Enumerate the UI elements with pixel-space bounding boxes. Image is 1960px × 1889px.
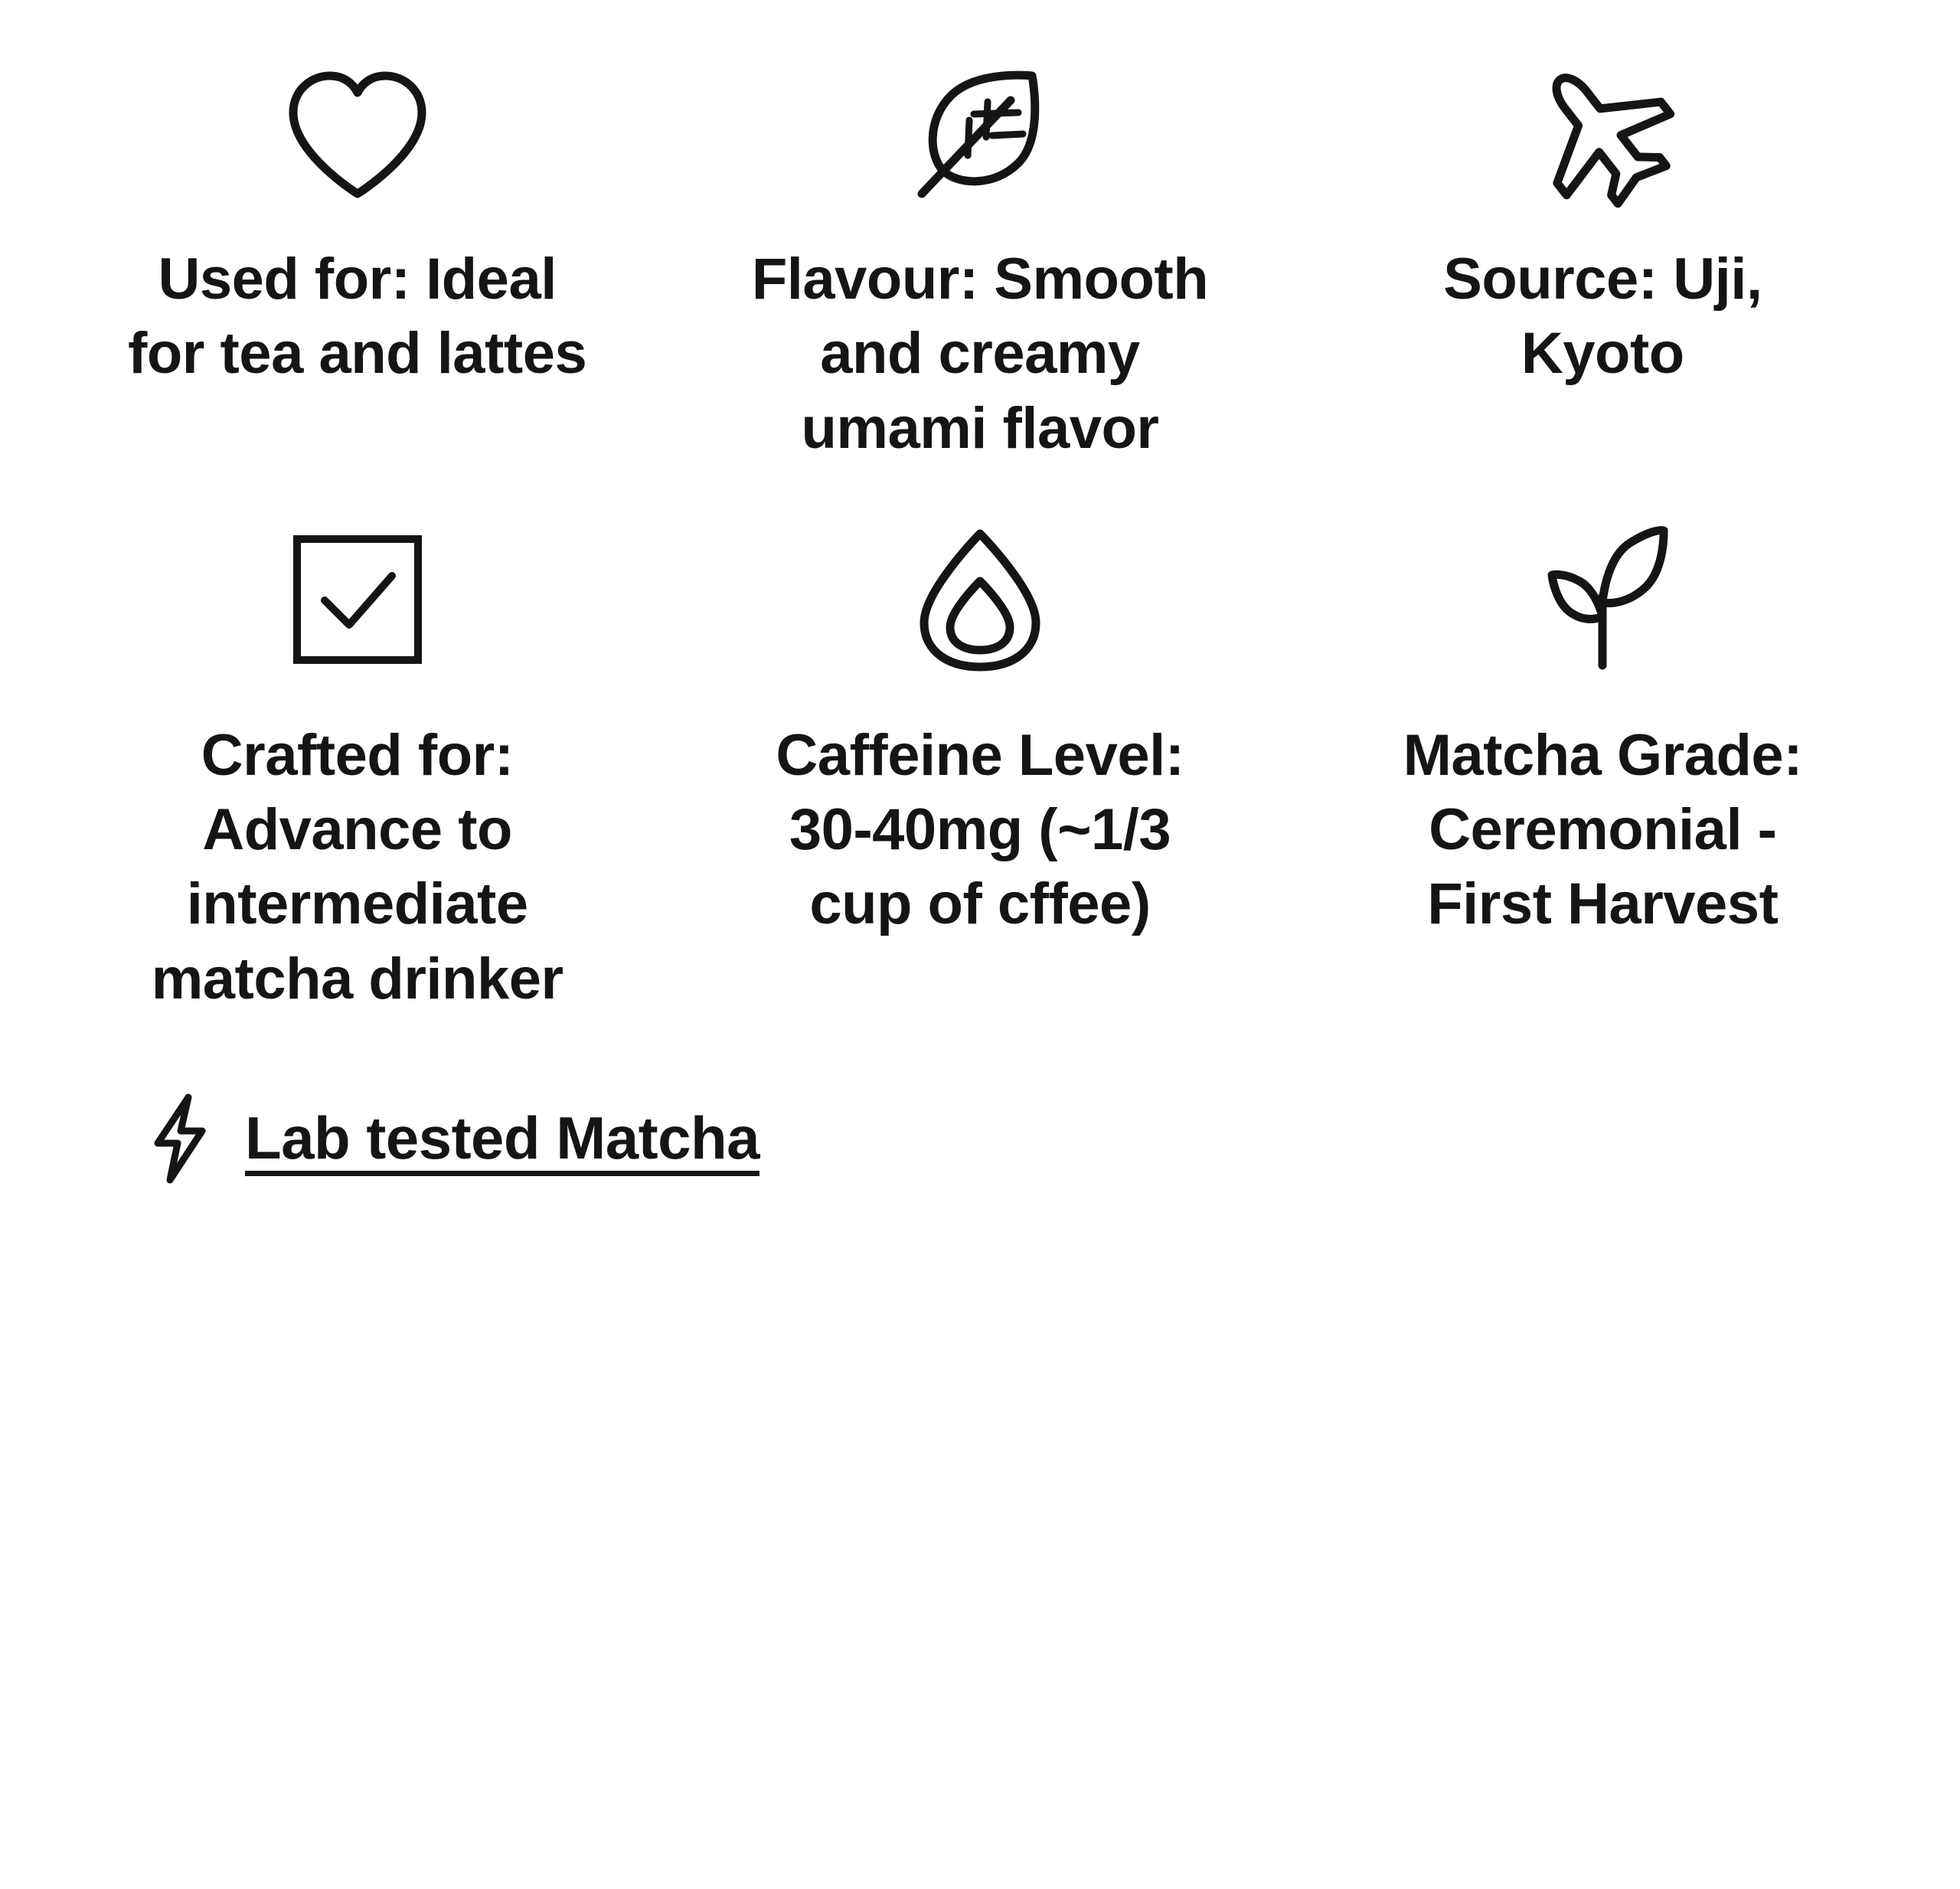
feature-text: Source: Uji, Kyoto [1443,247,1762,387]
water-drop-icon [907,511,1053,688]
sprout-icon [1526,511,1679,688]
feature-text: Caffeine Level: 30-40mg (~1/3 cup of cffee) [776,722,1184,937]
heart-icon [281,46,434,222]
feature-item-flavour [668,46,1291,466]
leaf-icon [903,46,1057,222]
feature-text: Matcha Grade: Ceremonial - First Harvest [1403,722,1803,937]
feature-item-crafted-for [46,511,668,1016]
checkbox-check-icon [285,511,430,688]
feature-item-caffeine-level [668,511,1291,1016]
feature-grid [46,46,1914,1016]
feature-text: Flavour: Smooth and creamy umami flavor [751,247,1209,461]
feature-item-used-for [46,46,668,466]
lightning-bolt-icon [138,1093,222,1185]
feature-item-source [1292,46,1914,466]
lab-tested-label: Lab tested Matcha [245,1104,760,1172]
lab-tested-footer [46,1093,1914,1185]
feature-text: Crafted for: Advance to intermediate matcha drinker [151,722,564,1011]
feature-text: Used for: Ideal for tea and lattes [128,247,587,387]
feature-item-matcha-grade [1292,511,1914,1016]
airplane-icon [1526,46,1679,222]
